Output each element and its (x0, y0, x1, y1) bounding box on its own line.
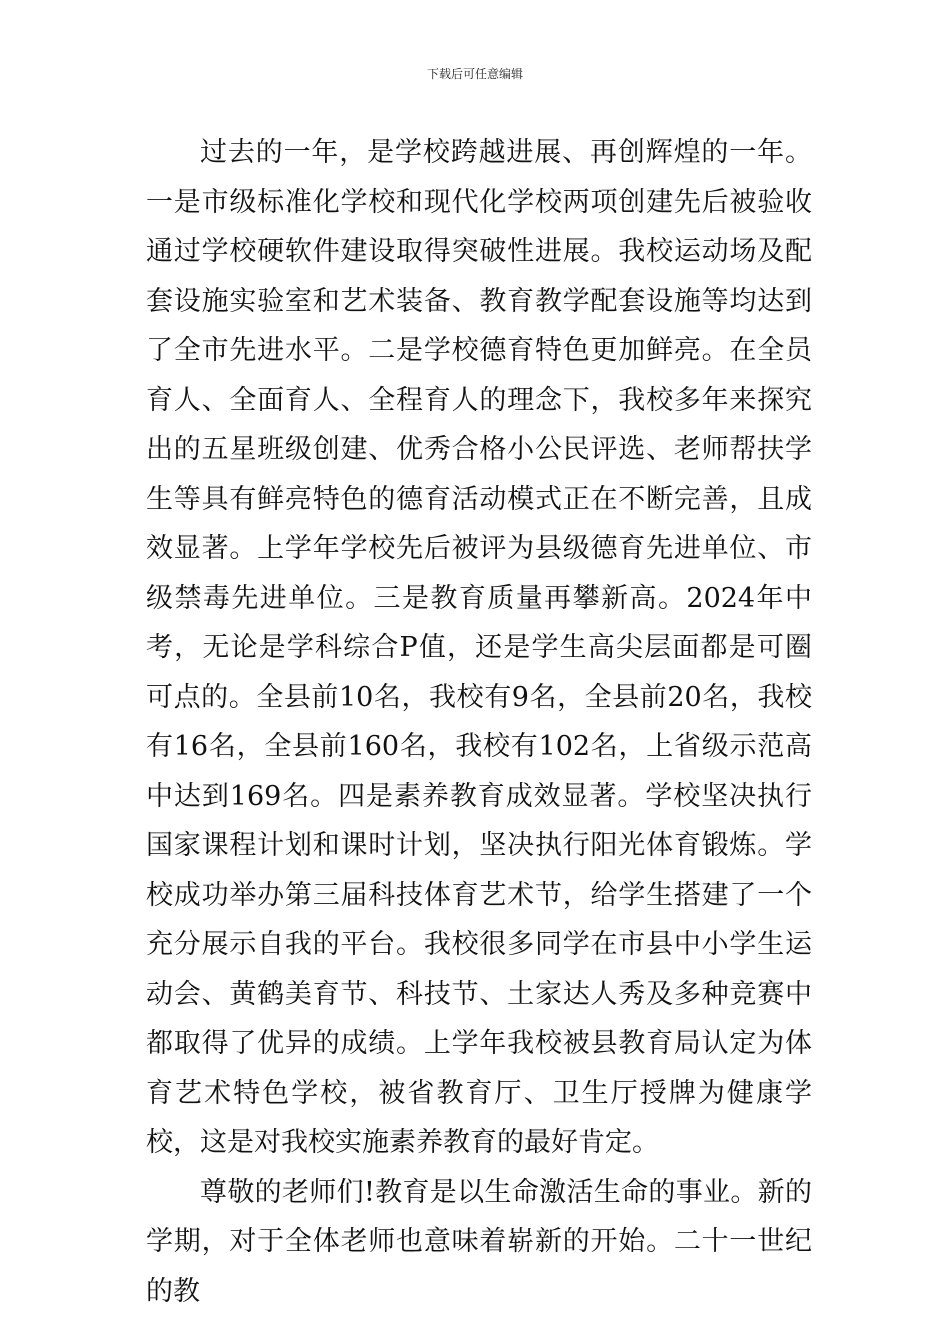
paragraph-achievements: 过去的一年，是学校跨越进展、再创辉煌的一年。一是市级标准化学校和现代化学校两项创建先后被验收通过学校硬软件建设取得突破性进展。我校运动场及配套设施实验室和艺术装备、教育教学配套设施等均达到了全市先进水平。二是学校德育特色更加鲜亮。在全员育人、全面育人、全程育人的理念下，我校多年来探究出的五星班级创建、优秀合格小公民评选、老师帮扶学生等具有鲜亮特色的德育活动模式正在不断完善，且成效显著。上学年学校先后被评为县级德育先进单位、市级禁毒先进单位。三是教育质量再攀新高。2024年中考，无论是学科综合P值，还是学生高尖层面都是可圈可点的。全县前10名，我校有9名，全县前20名，我校有16名，全县前160名，我校有102名，上省级示范高中达到169名。四是素养教育成效显著。学校坚决执行国家课程计划和课时计划，坚决执行阳光体育锻炼。学校成功举办第三届科技体育艺术节，给学生搭建了一个充分展示自我的平台。我校很多同学在市县中小学生运动会、黄鹤美育节、科技节、土家达人秀及多种竞赛中都取得了优异的成绩。上学年我校被县教育局认定为体育艺术特色学校，被省教育厅、卫生厅授牌为健康学校，这是对我校实施素养教育的最好肯定。 (146, 137, 812, 1158)
document-body (146, 128, 812, 1316)
paragraph-teachers: 尊敬的老师们!教育是以生命激活生命的事业。新的学期，对于全体老师也意味着崭新的开始。二十一世纪的教 (146, 1176, 812, 1307)
page-header: 下载后可任意编辑 (426, 67, 523, 81)
